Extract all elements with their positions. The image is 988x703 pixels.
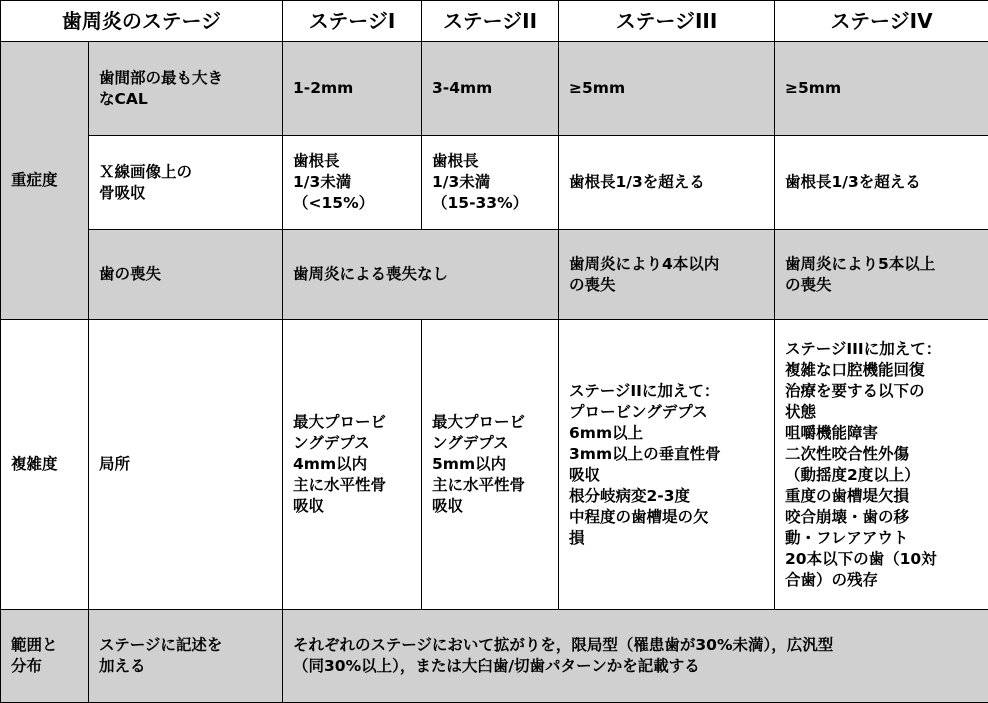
local-stage-3: ステージIIに加えて： プロービングデプス 6mm以上 3mm以上の垂直性骨 吸収 根分岐病変2-3度 中程度の歯槽堤の欠 損: [559, 320, 775, 610]
local-stage-1: 最大プロービ ングデプス 4mm以内 主に水平性骨 吸収: [283, 320, 422, 610]
xray-stage-1: 歯根長 1/3未満 （<15%）: [283, 136, 422, 230]
header-stage-3: ステージIII: [559, 1, 775, 42]
cal-label: 歯間部の最も大き なCAL: [89, 42, 283, 136]
tooth-loss-label: 歯の喪失: [89, 230, 283, 320]
local-stage-2: 最大プロービ ングデプス 5mm以内 主に水平性骨 吸収: [422, 320, 559, 610]
row-cal: [1, 42, 988, 136]
extent-sub-label: ステージに記述を 加える: [89, 610, 283, 703]
xray-label: Ｘ線画像上の 骨吸収: [89, 136, 283, 230]
local-label: 局所: [89, 320, 283, 610]
tooth-loss-stage-1-2: 歯周炎による喪失なし: [283, 230, 559, 320]
header-stage-4: ステージIV: [775, 1, 988, 42]
xray-stage-4: 歯根長1/3を超える: [775, 136, 988, 230]
tooth-loss-stage-3: 歯周炎により4本以内 の喪失: [559, 230, 775, 320]
cal-stage-2: 3-4mm: [422, 42, 559, 136]
header-row: [1, 1, 988, 42]
complexity-label: 複雑度: [1, 320, 89, 610]
row-complexity: [1, 320, 988, 610]
header-stage-column: 歯周炎のステージ: [1, 1, 283, 42]
tooth-loss-stage-4: 歯周炎により5本以上 の喪失: [775, 230, 988, 320]
cal-stage-3: ≥5mm: [559, 42, 775, 136]
row-extent: [1, 610, 988, 703]
row-tooth-loss: [1, 230, 988, 320]
header-stage-2: ステージII: [422, 1, 559, 42]
row-xray: [1, 136, 988, 230]
cal-stage-1: 1-2mm: [283, 42, 422, 136]
header-stage-1: ステージI: [283, 1, 422, 42]
cal-stage-4: ≥5mm: [775, 42, 988, 136]
severity-label: 重症度: [1, 42, 89, 320]
extent-description: それぞれのステージにおいて拡がりを，限局型（罹患歯が30%未満），広汎型 （同30%以上），または大臼歯/切歯パターンかを記載する: [283, 610, 988, 703]
extent-label: 範囲と 分布: [1, 610, 89, 703]
xray-stage-3: 歯根長1/3を超える: [559, 136, 775, 230]
local-stage-4: ステージIIIに加えて： 複雑な口腔機能回復 治療を要する以下の 状態 咀嚼機能障害 二次性咬合性外傷 （動揺度2度以上） 重度の歯槽堤欠損 咬合崩壊・歯の移 動・フレアアウト 20本以下の歯（10対 合歯）の残存: [775, 320, 988, 610]
xray-stage-2: 歯根長 1/3未満 （15-33%）: [422, 136, 559, 230]
